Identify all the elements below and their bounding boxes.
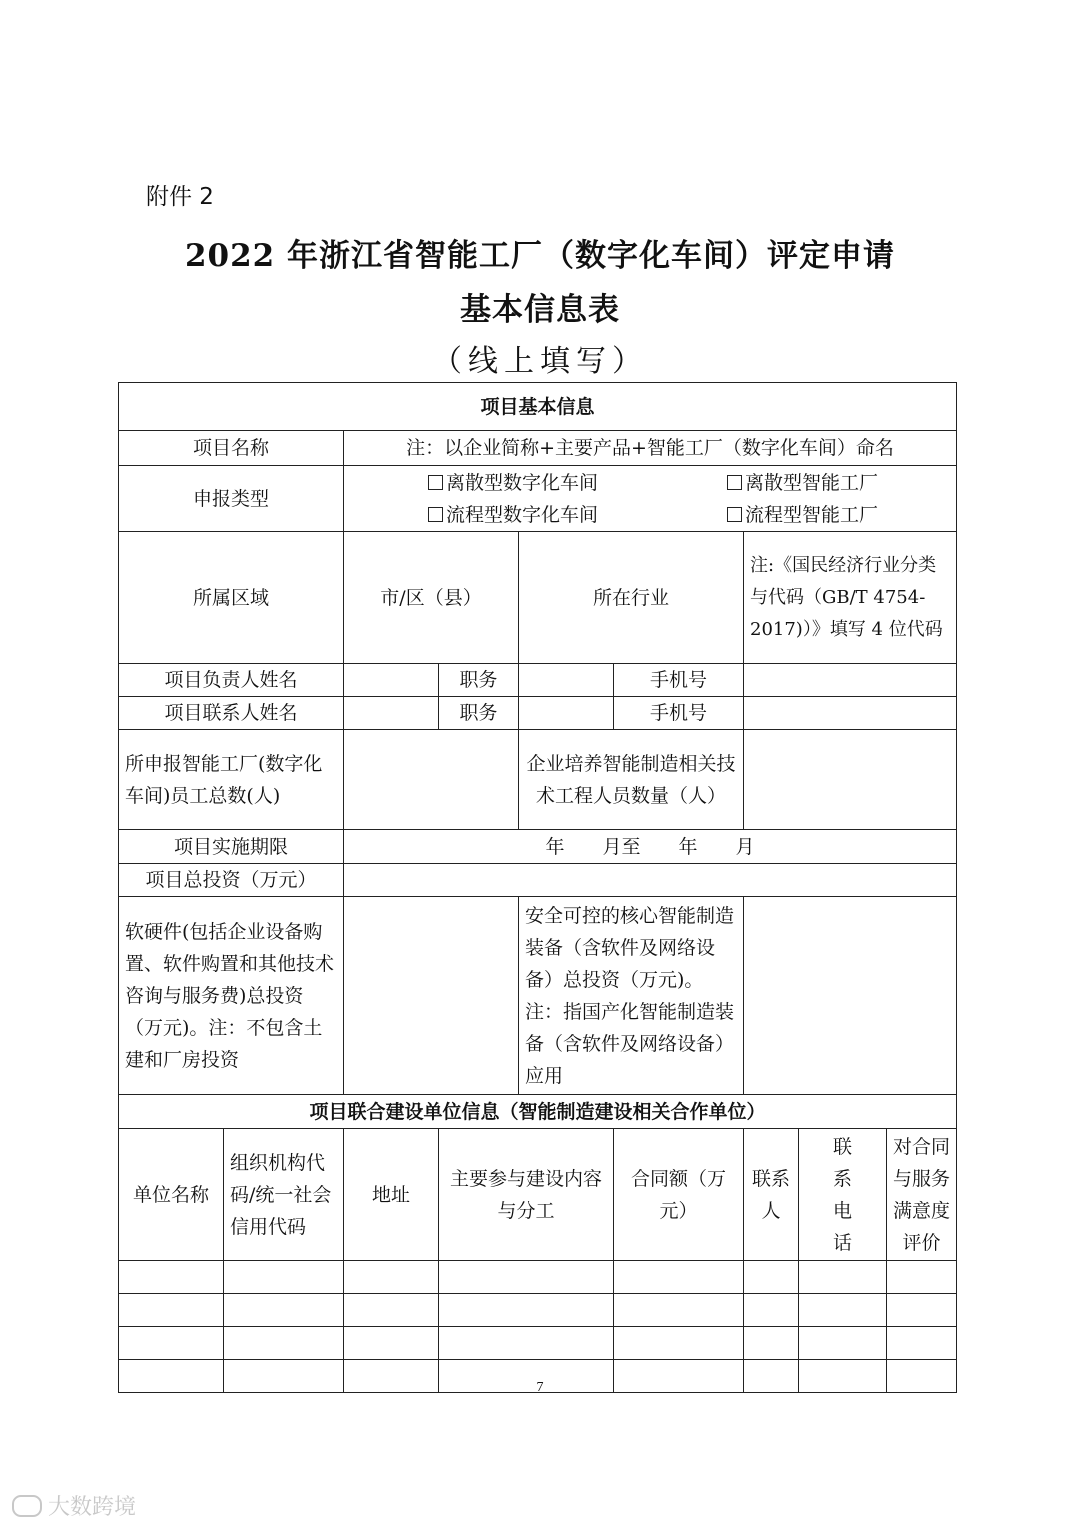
col-contract-amount: 合同额（万元） xyxy=(614,1129,744,1261)
col-contact-person: 联系人 xyxy=(744,1129,799,1261)
col-org-code: 组织机构代码/统一社会信用代码 xyxy=(224,1129,344,1261)
contact-mobile-field[interactable] xyxy=(744,697,957,730)
type-label: 申报类型 xyxy=(119,466,344,532)
col-unit-name: 单位名称 xyxy=(119,1129,224,1261)
period-value: 年 月至 年 月 xyxy=(545,835,755,858)
investment-label: 项目总投资（万元） xyxy=(119,864,344,897)
document-note: （线上填写） xyxy=(432,344,648,379)
contact-name-field[interactable] xyxy=(344,697,439,730)
contact-position-field[interactable] xyxy=(519,697,614,730)
core-equipment-label: 安全可控的核心智能制造装备（含软件及网络设备）总投资（万元)。注：指国产化智能制造装备（含软件及网络设备）应用 xyxy=(519,897,744,1095)
col-contact-phone: 联系电话 xyxy=(799,1129,887,1261)
table-row xyxy=(119,1294,957,1327)
document-subtitle: 基本信息表 xyxy=(460,292,620,328)
option-process-workshop[interactable]: 流程型数字化车间 xyxy=(428,499,598,531)
project-name-note: 注：以企业简称+主要产品+智能工厂（数字化车间）命名 xyxy=(406,437,894,459)
table-row xyxy=(119,1261,957,1294)
leader-mobile-field[interactable] xyxy=(744,664,957,697)
option-process-factory[interactable]: 流程型智能工厂 xyxy=(727,499,878,531)
project-name-field[interactable] xyxy=(344,431,957,466)
document-title: 2022 年浙江省智能工厂（数字化车间）评定申请 xyxy=(184,238,896,274)
watermark-text: 大数跨境 xyxy=(48,1495,137,1520)
option-discrete-factory[interactable]: 离散型智能工厂 xyxy=(727,467,878,499)
period-label: 项目实施期限 xyxy=(119,830,344,864)
leader-name-field[interactable] xyxy=(344,664,439,697)
engineers-field[interactable] xyxy=(744,730,957,830)
core-equipment-field[interactable] xyxy=(744,897,957,1095)
project-name-label: 项目名称 xyxy=(119,431,344,466)
industry-note: 注:《国民经济行业分类与代码（GB/T 4754-2017)）》填写 4 位代码 xyxy=(750,554,943,640)
table-row xyxy=(119,1327,957,1360)
staff-field[interactable] xyxy=(344,730,519,830)
contact-position-label: 职务 xyxy=(439,697,519,730)
watermark-logo-icon xyxy=(12,1495,42,1517)
col-content: 主要参与建设内容与分工 xyxy=(439,1129,614,1261)
page-number: 7 xyxy=(536,1380,544,1395)
watermark xyxy=(12,1490,136,1521)
leader-position-field[interactable] xyxy=(519,664,614,697)
staff-label: 所申报智能工厂(数字化车间)员工总数(人) xyxy=(119,730,344,830)
leader-position-label: 职务 xyxy=(439,664,519,697)
contact-label: 项目联系人姓名 xyxy=(119,697,344,730)
period-field[interactable] xyxy=(344,830,957,864)
engineers-label: 企业培养智能制造相关技术工程人员数量（人） xyxy=(519,730,744,830)
section-joint-units: 项目联合建设单位信息（智能制造建设相关合作单位） xyxy=(119,1095,957,1129)
industry-label: 所在行业 xyxy=(519,532,744,664)
investment-field[interactable] xyxy=(344,864,957,897)
hw-sw-investment-label: 软硬件(包括企业设备购置、软件购置和其他技术咨询与服务费)总投资（万元)。注：不包含土建和厂房投资 xyxy=(119,897,344,1095)
region-label: 所属区域 xyxy=(119,532,344,664)
checkbox-icon[interactable] xyxy=(727,475,742,490)
checkbox-icon[interactable] xyxy=(428,507,443,522)
region-value: 市/区（县） xyxy=(380,586,482,609)
application-form xyxy=(118,382,957,1393)
region-field[interactable] xyxy=(344,532,519,664)
option-discrete-workshop[interactable]: 离散型数字化车间 xyxy=(428,467,598,499)
leader-mobile-label: 手机号 xyxy=(614,664,744,697)
checkbox-icon[interactable] xyxy=(727,507,742,522)
col-address: 地址 xyxy=(344,1129,439,1261)
annex-label: 附件 2 xyxy=(146,184,214,210)
checkbox-icon[interactable] xyxy=(428,475,443,490)
leader-label: 项目负责人姓名 xyxy=(119,664,344,697)
col-satisfaction: 对合同与服务满意度评价 xyxy=(887,1129,957,1261)
type-options xyxy=(344,466,957,532)
industry-field[interactable] xyxy=(744,532,957,664)
section-basic-info: 项目基本信息 xyxy=(119,383,957,431)
contact-mobile-label: 手机号 xyxy=(614,697,744,730)
hw-sw-investment-field[interactable] xyxy=(344,897,519,1095)
